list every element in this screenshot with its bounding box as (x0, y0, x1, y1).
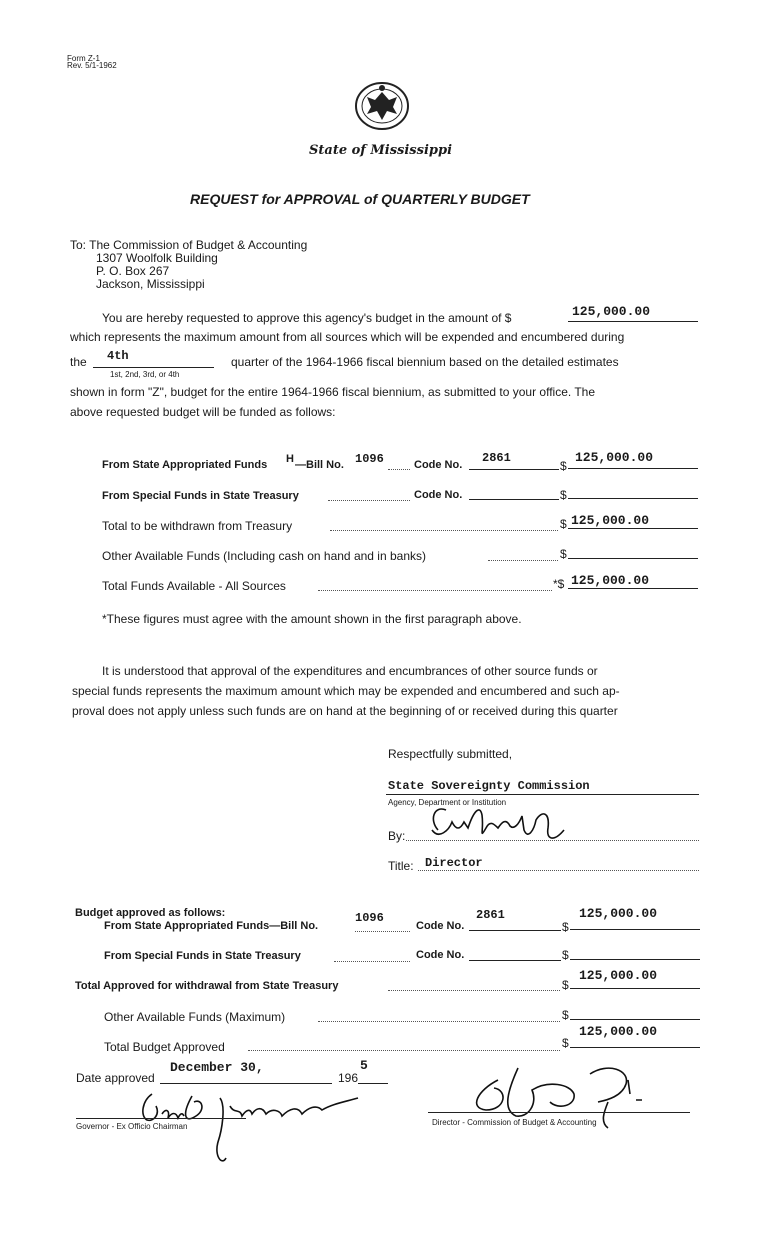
amount-line (568, 321, 698, 322)
date-approved-label: Date approved (76, 1071, 155, 1085)
funding-row1-dollar: $ (560, 459, 567, 473)
dots (355, 931, 410, 932)
dots (334, 961, 410, 962)
funding-row4-label: Other Available Funds (Including cash on hand and in banks) (102, 549, 426, 563)
requested-amount: 125,000.00 (572, 304, 651, 319)
funding-row1-code-value: 2861 (482, 451, 511, 465)
dots (488, 560, 558, 561)
understanding-line1: It is understood that approval of the expenditures and encumbrances of other source funds or (102, 664, 598, 678)
line (570, 988, 700, 989)
line (570, 929, 700, 930)
request-text-5: above requested budget will be funded as follows: (70, 405, 336, 419)
funding-row3-dollar: $ (560, 517, 567, 531)
funding-row1-bill: —Bill No. (295, 459, 344, 471)
by-label: By: (388, 829, 406, 843)
funding-row1-code: Code No. (414, 459, 463, 471)
line (570, 1047, 700, 1048)
funding-footnote: *These figures must agree with the amount shown in the first paragraph above. (102, 612, 522, 626)
dots (330, 530, 558, 531)
address-city: Jackson, Mississippi (96, 277, 205, 291)
line (568, 468, 698, 469)
funding-row3-amount: 125,000.00 (571, 513, 650, 528)
dots (318, 1021, 560, 1022)
request-text-2: which represents the maximum amount from all sources which will be expended and encumbered during (70, 330, 625, 344)
line (570, 1019, 700, 1020)
agency-caption: Agency, Department or Institution (388, 798, 507, 807)
dots (418, 870, 699, 871)
funding-row5-amount: 125,000.00 (571, 573, 650, 588)
date-approved-value: December 30, (170, 1060, 264, 1075)
approval-heading: Budget approved as follows: (75, 907, 226, 919)
funding-row2-label: From Special Funds in State Treasury (102, 490, 299, 502)
approval-row3-dollar: $ (562, 978, 569, 992)
state-name: State of Mississippi (309, 143, 453, 158)
quarter-line (93, 367, 214, 368)
approval-row2-dollar: $ (562, 948, 569, 962)
approval-row2-code: Code No. (416, 949, 465, 961)
dots (318, 590, 552, 591)
funding-row5-dollar: *$ (553, 577, 565, 591)
line (469, 469, 559, 470)
title-value: Director (425, 856, 483, 870)
approval-row3-label: Total Approved for withdrawal from State Treasury (75, 980, 339, 992)
understanding-line2: special funds represents the maximum amount which may be expended and encumbered and such ap- (72, 684, 620, 698)
funding-row5-label: Total Funds Available - All Sources (102, 579, 286, 593)
approval-row5-label: Total Budget Approved (104, 1040, 225, 1054)
respectfully-submitted: Respectfully submitted, (388, 747, 513, 761)
document-title: REQUEST for APPROVAL of QUARTERLY BUDGET (190, 191, 530, 207)
approval-row4-label: Other Available Funds (Maximum) (104, 1010, 286, 1024)
request-text-3: quarter of the 1964-1966 fiscal biennium based on the detailed estimates (231, 355, 619, 369)
approval-row1-code: Code No. (416, 920, 465, 932)
state-seal-icon (353, 80, 411, 132)
dots (248, 1050, 560, 1051)
funding-row1-h: H (286, 453, 294, 465)
line (568, 498, 698, 499)
funding-row4-dollar: $ (560, 547, 567, 561)
quarter-hint: 1st, 2nd, 3rd, or 4th (110, 370, 180, 379)
governor-signature-icon (122, 1086, 362, 1181)
year-prefix: 196 (338, 1071, 359, 1085)
line (386, 794, 699, 795)
line (358, 1083, 388, 1084)
line (568, 558, 698, 559)
funding-row1-amount: 125,000.00 (575, 450, 654, 465)
line (570, 959, 700, 960)
governor-caption: Governor - Ex Officio Chairman (76, 1122, 188, 1131)
title-label: Title: (388, 859, 414, 873)
line (469, 930, 561, 931)
funding-row2-dollar: $ (560, 488, 567, 502)
approval-row2-label: From Special Funds in State Treasury (104, 950, 301, 962)
line (428, 1112, 690, 1113)
funding-row2-code: Code No. (414, 489, 463, 501)
approval-row5-dollar: $ (562, 1036, 569, 1050)
line (469, 499, 559, 500)
line (76, 1118, 246, 1119)
director-signature-icon (424, 800, 574, 850)
request-text-4: shown in form "Z", budget for the entire 1964-1966 fiscal biennium, as submitted to your office. The (70, 385, 596, 399)
director-caption: Director - Commission of Budget & Accounting (432, 1118, 597, 1127)
understanding-line3: proval does not apply unless such funds are on hand at the beginning of or received during this quarter (72, 704, 618, 718)
approval-row4-dollar: $ (562, 1008, 569, 1022)
funding-row3-label: Total to be withdrawn from Treasury (102, 519, 293, 533)
approval-row5-amount: 125,000.00 (579, 1024, 658, 1039)
approval-row1-code-value: 2861 (476, 908, 505, 922)
dots (328, 500, 410, 501)
funding-row1-label: From State Appropriated Funds (102, 459, 268, 471)
line (469, 960, 561, 961)
approval-row1-bill: 1096 (355, 911, 384, 925)
funding-row1-bill-value: 1096 (355, 452, 384, 466)
form-number: Form Z-1 (67, 54, 100, 63)
approval-row1-label: From State Appropriated Funds—Bill No. (104, 920, 319, 932)
the-label: the (70, 355, 87, 369)
request-text: You are hereby requested to approve this agency's budget in the amount of $ (102, 311, 512, 325)
line (568, 588, 698, 589)
address-to: To: The Commission of Budget & Accounting (70, 238, 308, 252)
agency-name: State Sovereignty Commission (388, 779, 590, 793)
address-po-box: P. O. Box 267 (96, 264, 170, 278)
dots (388, 990, 560, 991)
quarter-value: 4th (107, 349, 129, 363)
year-suffix: 5 (360, 1058, 368, 1073)
line (160, 1083, 332, 1084)
dots (388, 469, 410, 470)
line (568, 528, 698, 529)
approval-row1-dollar: $ (562, 920, 569, 934)
approval-row1-amount: 125,000.00 (579, 906, 658, 921)
approval-row3-amount: 125,000.00 (579, 968, 658, 983)
address-building: 1307 Woolfolk Building (96, 251, 218, 265)
form-revision: Rev. 5/1-1962 (67, 61, 117, 70)
